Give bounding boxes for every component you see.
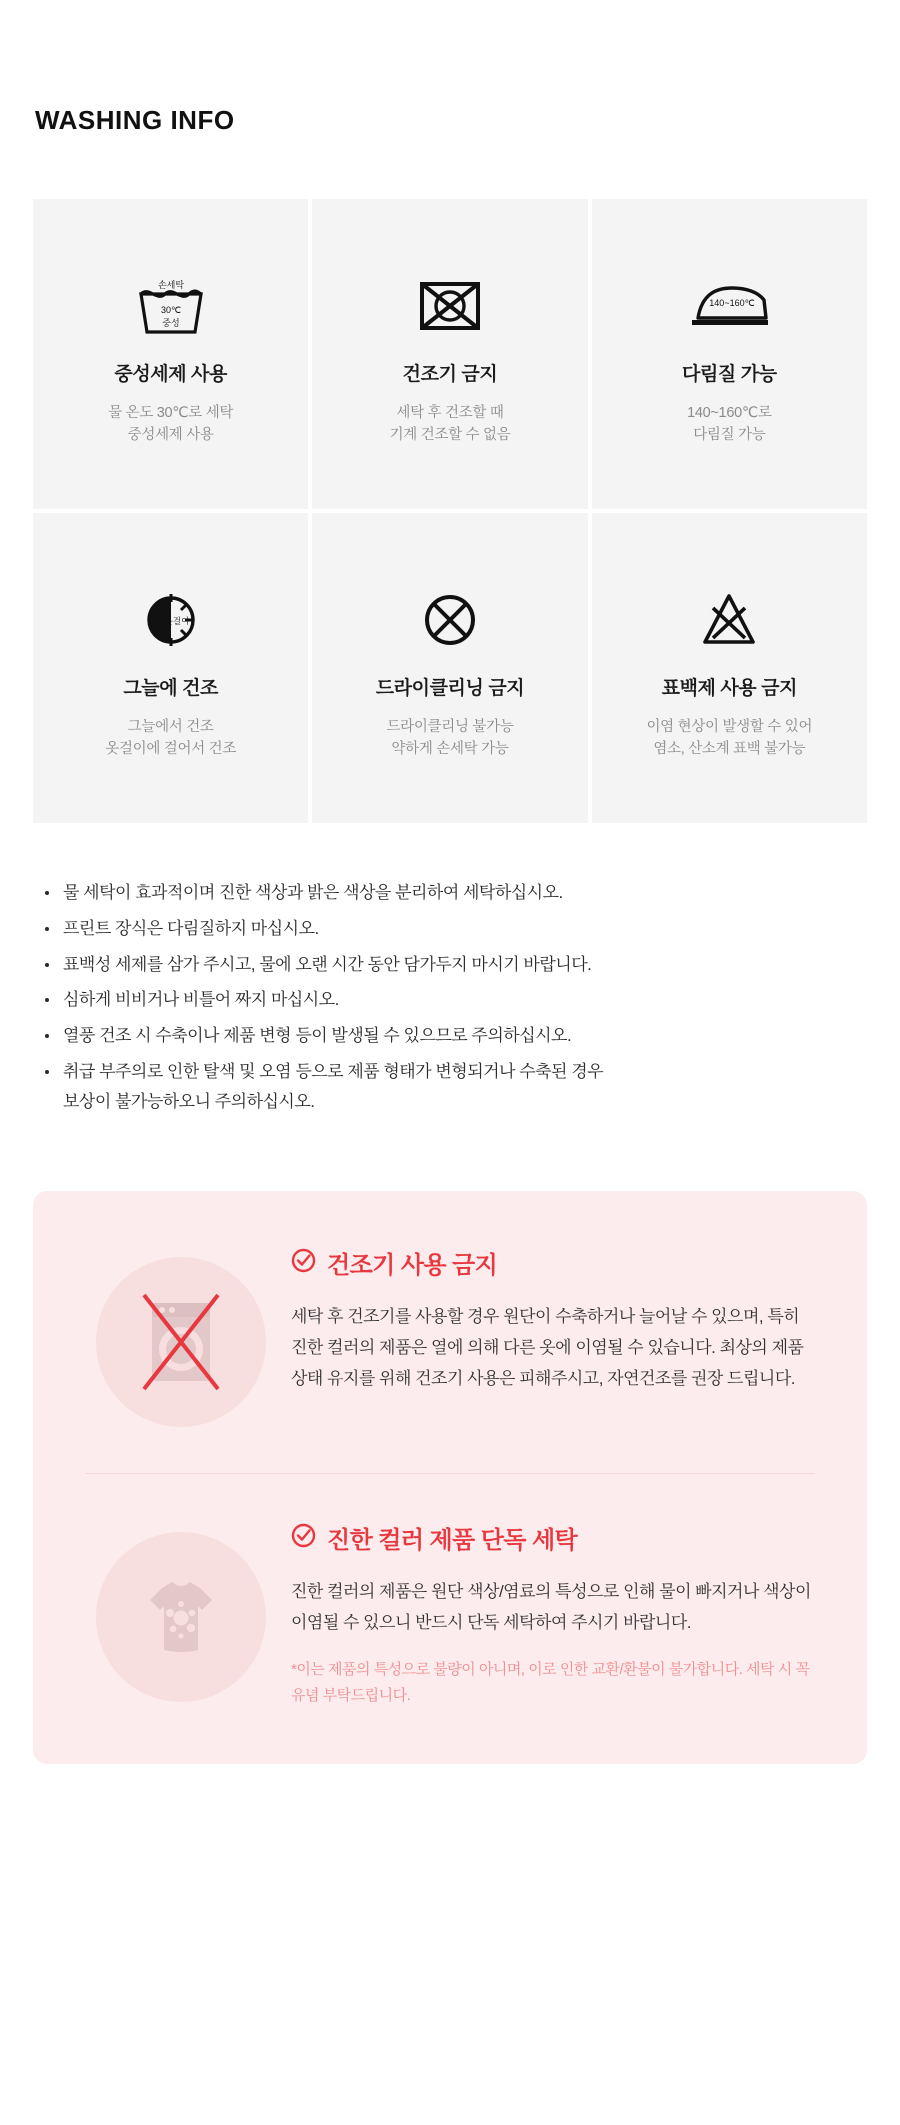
no-dry-clean-icon [410,575,490,661]
warning-heading: 건조기 사용 금지 [327,1252,498,1280]
list-item [41,950,867,980]
care-symbol-desc [390,402,511,447]
no-bleach-icon [689,575,769,661]
list-item-line1: 표백성 세제를 삼가 주시고, 물에 오랜 시간 동안 담가두지 마시기 바랍니다. [63,954,592,974]
list-item-line1: 심하게 비비거나 비틀어 짜지 마십시오. [63,990,339,1010]
care-symbol-desc-line1: 그늘에서 건조 [127,719,214,735]
care-symbol-desc [105,716,236,761]
care-symbol-title: 다림질 가능 [682,364,777,385]
care-symbol-title: 중성세제 사용 [114,364,227,385]
svg-text:30℃: 30℃ [160,305,181,315]
warning-text: 진한 컬러의 제품은 원단 색상/염료의 특성으로 인해 물이 빠지거나 색상이 이염될 수 있으니 반드시 단독 세탁하여 주시기 바랍니다. [291,1582,811,1633]
warning-body [291,1518,819,1708]
care-symbol-cell [592,513,867,823]
care-symbol-desc-line1: 140~160℃로 [687,405,772,421]
svg-text:140~160℃: 140~160℃ [709,298,756,308]
care-symbol-desc [687,402,771,447]
page-title: WASHING INFO [35,105,235,135]
care-symbol-desc-line2: 기계 건조할 수 없음 [389,427,511,444]
list-item-line1: 취급 부주의로 인한 탈색 및 오염 등으로 제품 형태가 변형되거나 수축된 경우 [63,1061,604,1081]
care-symbol-desc-line2: 옷걸이에 걸어서 건조 [105,741,237,758]
care-symbol-grid [33,199,867,823]
list-item [41,1057,867,1117]
warning-heading-row [291,1245,819,1280]
dry-in-shade-hanger-icon [131,575,211,661]
warning-item-wash-separately [81,1518,819,1708]
check-circle-icon [291,1523,316,1553]
care-symbol-cell [312,513,587,823]
care-symbol-desc [646,716,812,761]
care-symbol-desc-line1: 세탁 후 건조할 때 [396,405,504,421]
iron-140-160-icon [682,261,776,347]
care-symbol-cell [33,513,308,823]
warning-footnote: *이는 제품의 특성으로 불량이 아니며, 이로 인한 교환/환불이 불가합니다. 세탁 시 꼭 유념 부탁드립니다. [291,1661,810,1704]
svg-text:중성: 중성 [161,318,180,328]
list-item-line1: 프린트 장식은 다림질하지 마십시오. [63,918,319,938]
warning-heading-row [291,1520,819,1555]
list-item-line1: 물 세탁이 효과적이며 진한 색상과 밝은 색상을 분리하여 세탁하십시오. [63,883,563,902]
svg-text:옷걸이: 옷걸이 [164,616,189,626]
list-item [41,878,867,908]
divider [85,1473,815,1474]
care-symbol-title: 표백제 사용 금지 [661,678,798,699]
care-symbol-cell [33,199,308,509]
care-symbol-desc-line2: 약하게 손세탁 가능 [391,741,509,758]
list-item [41,985,867,1015]
warning-heading: 진한 컬러 제품 단독 세탁 [327,1527,578,1555]
list-item [41,1021,867,1051]
care-symbol-title: 건조기 금지 [402,364,498,385]
icon-circle-background [96,1532,266,1702]
care-symbol-desc-line1: 드라이클리닝 불가능 [386,719,514,735]
care-symbol-title: 그늘에 건조 [123,678,218,699]
care-symbol-desc-line1: 이염 현상이 발생할 수 있어 [646,719,813,735]
no-washing-machine-icon [81,1243,281,1427]
check-circle-icon [291,1248,316,1278]
hand-wash-30-neutral-detergent-icon [131,261,211,347]
list-item [41,914,867,944]
icon-circle-background [96,1257,266,1427]
svg-text:손세탁: 손세탁 [157,280,184,290]
warning-panel [33,1191,867,1764]
warning-text: 세탁 후 건조기를 사용할 경우 원단이 수축하거나 늘어날 수 있으며, 특히 진한 컬러의 제품은 열에 의해 다른 옷에 이염될 수 있습니다. 최상의 제품 상태 유지를 위해 건조기 사용은 피해주시고, 자연건조를 권장 드립니다. [291,1307,804,1389]
care-symbol-cell [312,199,587,509]
warning-body [291,1243,819,1395]
care-instruction-list [41,878,867,1116]
list-item-line1: 열풍 건조 시 수축이나 제품 변형 등이 발생될 수 있으므로 주의하십시오. [63,1026,572,1045]
care-symbol-desc-line2: 다림질 가능 [693,427,766,444]
care-symbol-cell [592,199,867,509]
no-tumble-dry-icon [410,261,490,347]
stained-tshirt-icon [81,1518,281,1702]
warning-item-no-dryer [81,1243,819,1427]
care-symbol-desc [386,716,513,761]
care-symbol-desc-line1: 물 온도 30℃로 세탁 [108,405,234,421]
care-symbol-desc [108,402,233,447]
care-symbol-desc-line2: 염소, 산소계 표백 불가능 [653,741,806,758]
care-symbol-title: 드라이클리닝 금지 [375,678,525,699]
list-item-line2: 보상이 불가능하오니 주의하십시오. [63,1091,315,1111]
care-symbol-desc-line2: 중성세제 사용 [127,427,214,444]
